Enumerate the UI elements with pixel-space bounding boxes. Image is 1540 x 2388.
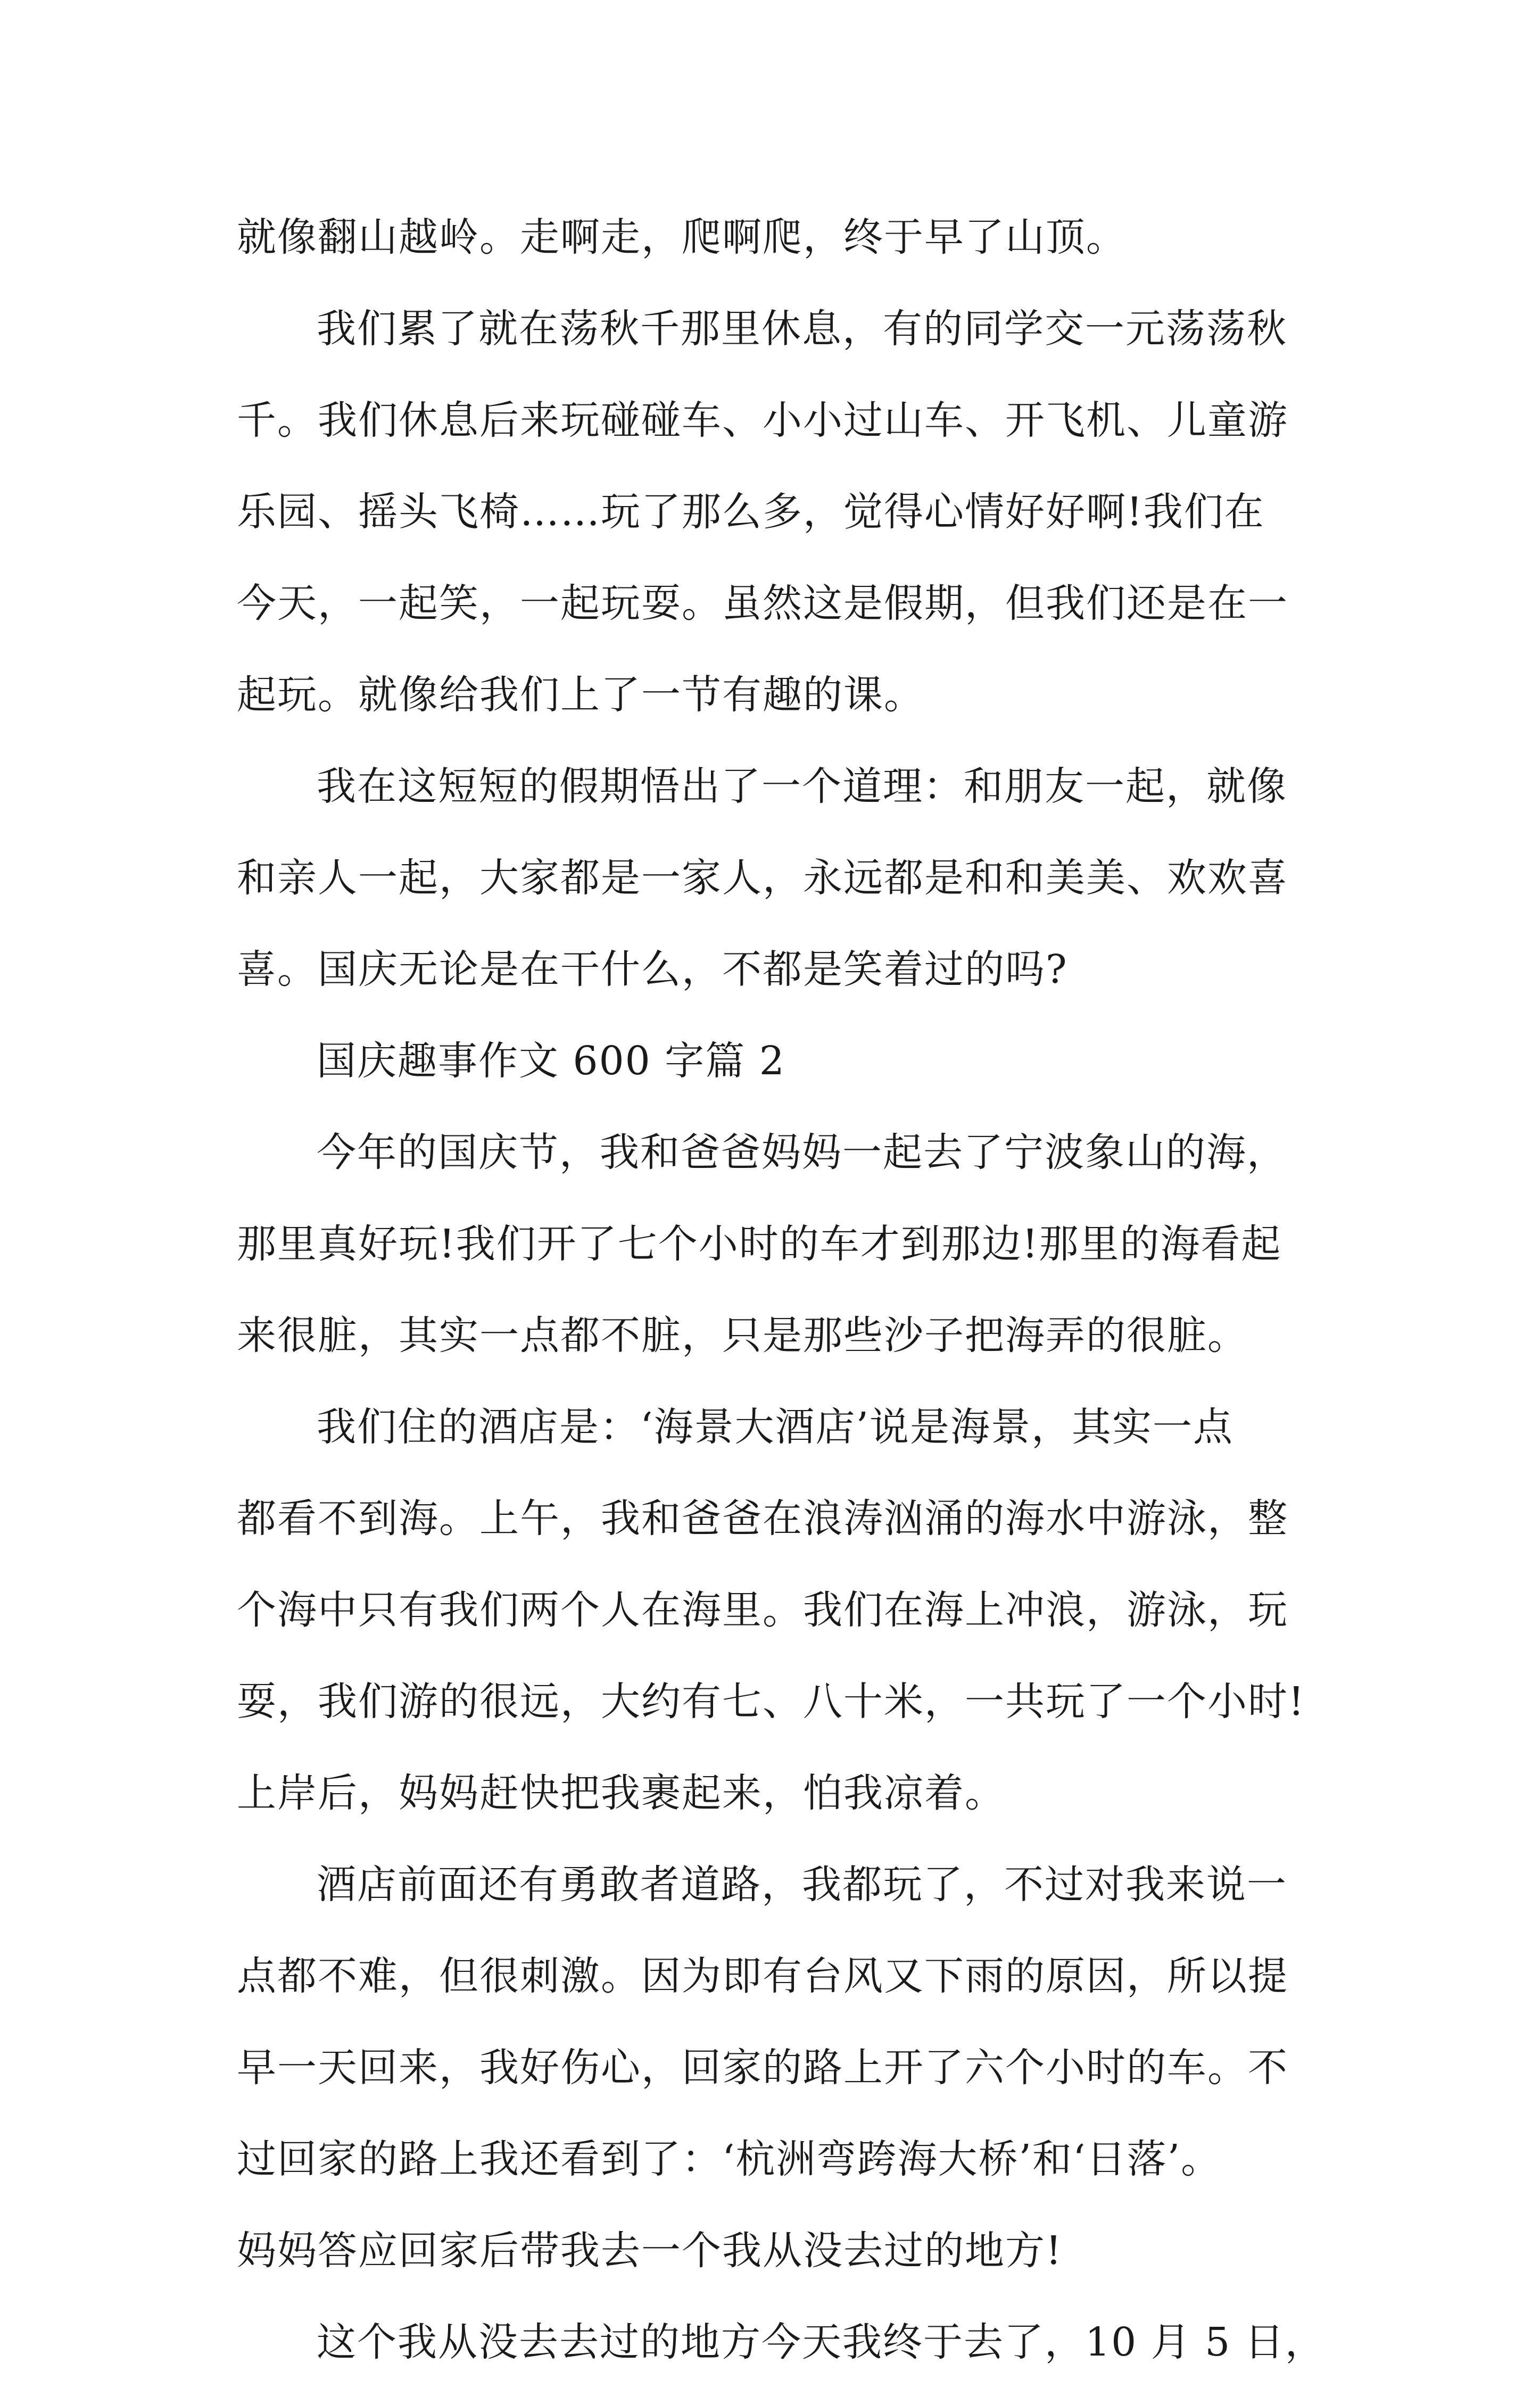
- paragraph-start-line: 我在这短短的假期悟出了一个道理：和朋友一起，就像: [317, 764, 1287, 809]
- section-heading: 国庆趣事作文 600 字篇 2: [317, 1038, 785, 1084]
- paragraph-start-line: 这个我从没去去过的地方今天我终于去了，10 月 5 日，: [317, 2319, 1326, 2365]
- text-line: 喜。国庆无论是在干什么，不都是笑着过的吗?: [237, 947, 1068, 992]
- essay-body: [237, 192, 1326, 2388]
- text-line: 来很脏，其实一点都不脏，只是那些沙子把海弄的很脏。: [237, 1313, 1248, 1358]
- text-line: 起玩。就像给我们上了一节有趣的课。: [237, 672, 924, 718]
- text-line: 那里真好玩!我们开了七个小时的车才到那边!那里的海看起: [237, 1221, 1282, 1267]
- text-line: 都看不到海。上午，我和爸爸在浪涛汹涌的海水中游泳，整: [237, 1496, 1288, 1541]
- paragraph-start-line: 我们住的酒店是：‘海景大酒店’说是海景，其实一点: [317, 1404, 1234, 1450]
- text-line: 乐园、摇头飞椅……玩了那么多，觉得心情好好啊!我们在: [237, 489, 1265, 535]
- paragraph-start-line: 今年的国庆节，我和爸爸妈妈一起去了宁波象山的海，: [317, 1130, 1287, 1175]
- text-line: 今天，一起笑，一起玩耍。虽然这是假期，但我们还是在一: [237, 581, 1288, 626]
- text-line: 就像翻山越岭。走啊走，爬啊爬，终于早了山顶。: [237, 214, 1127, 260]
- text-line: 耍，我们游的很远，大约有七、八十米，一共玩了一个小时!: [237, 1679, 1305, 1724]
- text-line: 个海中只有我们两个人在海里。我们在海上冲浪，游泳，玩: [237, 1587, 1288, 1633]
- text-line: 上岸后，妈妈赶快把我裹起来，怕我凉着。: [237, 1770, 1005, 1816]
- text-line: 早一天回来，我好伤心，回家的路上开了六个小时的车。不: [237, 2045, 1288, 2091]
- paragraph-start-line: 我们累了就在荡秋千那里休息，有的同学交一元荡荡秋: [317, 306, 1287, 352]
- text-line: 过回家的路上我还看到了：‘杭洲弯跨海大桥’和‘日落’。: [237, 2136, 1222, 2182]
- text-line: 点都不难，但很刺激。因为即有台风又下雨的原因，所以提: [237, 1953, 1288, 1999]
- text-line: 和亲人一起，大家都是一家人，永远都是和和美美、欢欢喜: [237, 855, 1288, 901]
- text-line: 妈妈答应回家后带我去一个我从没去过的地方!: [237, 2228, 1063, 2274]
- text-line: 千。我们休息后来玩碰碰车、小小过山车、开飞机、儿童游: [237, 397, 1288, 443]
- paragraph-start-line: 酒店前面还有勇敢者道路，我都玩了，不过对我来说一: [317, 1862, 1287, 1908]
